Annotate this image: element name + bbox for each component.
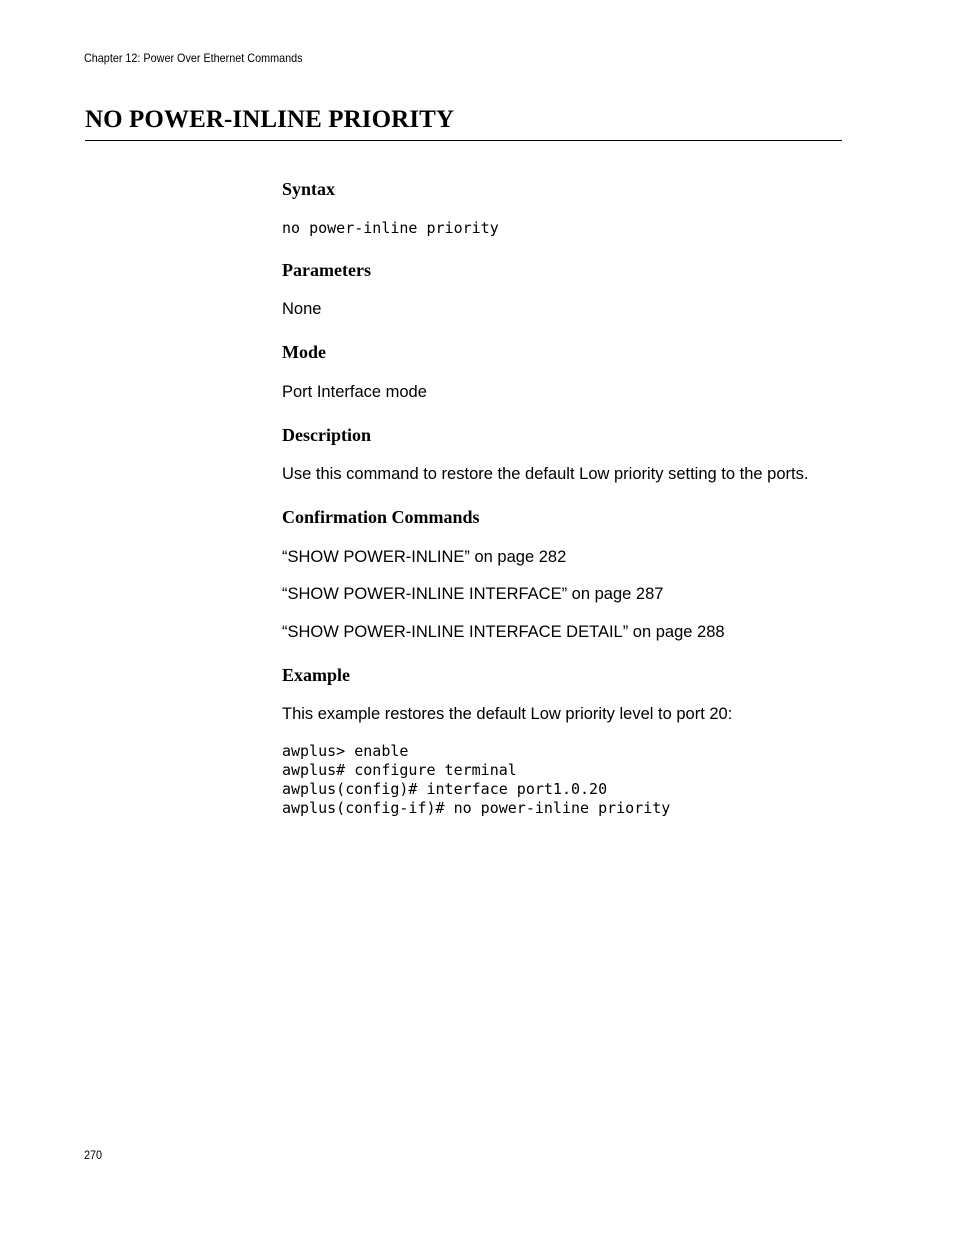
title-rule [85, 140, 842, 141]
description-heading: Description [282, 425, 371, 445]
page-number: 270 [84, 1148, 103, 1162]
example-text: This example restores the default Low priority level to port 20: [282, 705, 733, 723]
code-line: awplus(config)# interface port1.0.20 [282, 780, 608, 798]
syntax-heading: Syntax [282, 179, 336, 199]
parameters-text: None [282, 300, 322, 318]
confirmation-link-show-power-inline-interface[interactable]: “SHOW POWER-INLINE INTERFACE” on page 287 [282, 585, 664, 603]
confirmation-heading: Confirmation Commands [282, 507, 480, 527]
confirmation-link-show-power-inline-interface-detail[interactable]: “SHOW POWER-INLINE INTERFACE DETAIL” on page 288 [282, 623, 725, 641]
code-line: awplus> enable [282, 742, 409, 760]
code-line: awplus# configure terminal [282, 761, 517, 779]
syntax-command: no power-inline priority [282, 219, 499, 237]
confirmation-link-show-power-inline[interactable]: “SHOW POWER-INLINE” on page 282 [282, 548, 567, 566]
mode-text: Port Interface mode [282, 383, 427, 401]
page-title: NO POWER-INLINE PRIORITY [85, 106, 455, 133]
running-header: Chapter 12: Power Over Ethernet Commands [84, 51, 303, 65]
mode-heading: Mode [282, 342, 326, 362]
description-text: Use this command to restore the default Low priority setting to the ports. [282, 465, 809, 483]
example-heading: Example [282, 665, 351, 685]
code-line: awplus(config-if)# no power-inline priority [282, 799, 671, 817]
example-code-block [282, 742, 670, 818]
parameters-heading: Parameters [282, 260, 371, 280]
